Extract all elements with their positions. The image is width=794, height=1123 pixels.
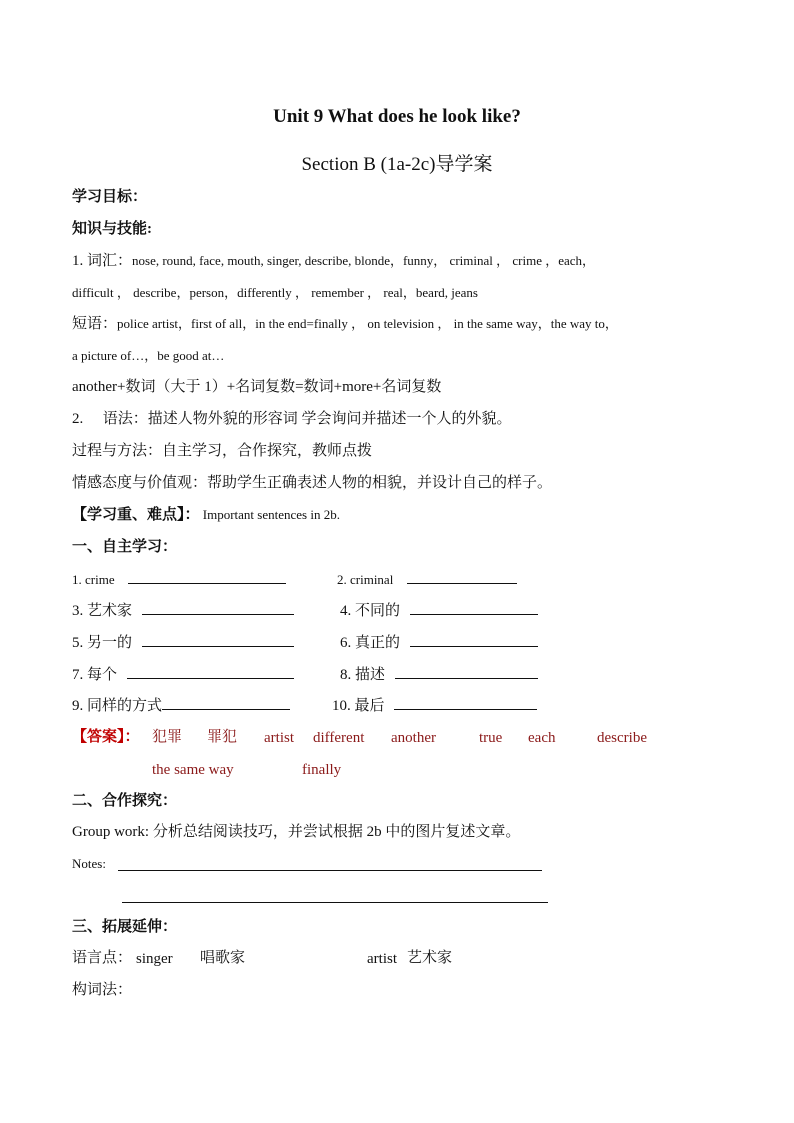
page-title: Unit 9 What does he look like? bbox=[273, 106, 521, 127]
language-point-line bbox=[72, 948, 132, 968]
answer-blank[interactable] bbox=[142, 632, 294, 647]
answer-3: artist bbox=[264, 730, 294, 746]
item-label: 5. 另一的 bbox=[72, 635, 133, 651]
answer-5: another bbox=[391, 730, 436, 746]
item-label: 8. 描述 bbox=[340, 667, 386, 683]
vocab-label: 词汇： bbox=[87, 253, 133, 269]
word-artist: artist bbox=[367, 951, 397, 967]
vocab-item-7 bbox=[72, 664, 294, 685]
key-points-text: Important sentences in 2b. bbox=[199, 507, 340, 522]
answer-blank[interactable] bbox=[410, 600, 538, 615]
vocab-item-10 bbox=[332, 695, 537, 716]
answer-blank[interactable] bbox=[394, 695, 537, 710]
answer-label: 【答案】： bbox=[72, 729, 140, 745]
vocab-item-8 bbox=[340, 664, 538, 685]
vocab-line-2: difficult ， describe，person，differently ， remember ， real，beard, jeans bbox=[72, 285, 478, 300]
vocab-words-1: nose, round, face, mouth, singer, describe, blonde，funny， criminal ， crime ，each， bbox=[132, 253, 596, 268]
vocab-item-3 bbox=[72, 600, 294, 621]
grammar-number: 2. bbox=[72, 411, 84, 427]
extension-heading: 三、拓展延伸： bbox=[72, 919, 178, 935]
grammar-text: 语法：描述人物外貌的形容词 学会询问并描述一个人的外貌。 bbox=[102, 411, 512, 427]
answer-4: different bbox=[313, 730, 365, 746]
answer-blank[interactable] bbox=[142, 600, 294, 615]
vocab-line-1 bbox=[72, 251, 595, 271]
phrases-label: 短语： bbox=[72, 316, 118, 332]
word-singer-meaning: 唱歌家 bbox=[200, 950, 246, 966]
grammar-line bbox=[72, 409, 512, 429]
answers-row-1 bbox=[72, 727, 140, 747]
item-label: 3. 艺术家 bbox=[72, 603, 133, 619]
cooperation-heading: 二、合作探究： bbox=[72, 793, 178, 809]
word-artist-meaning: 艺术家 bbox=[407, 950, 453, 966]
word-singer: singer bbox=[136, 951, 173, 967]
answer-9: the same way bbox=[152, 762, 234, 778]
vocab-item-9 bbox=[72, 695, 290, 716]
phrases-line-2: a picture of…，be good at… bbox=[72, 348, 225, 363]
knowledge-heading: 知识与技能: bbox=[72, 221, 152, 237]
page-subtitle: Section B (1a-2c)导学案 bbox=[301, 154, 493, 175]
answer-blank[interactable] bbox=[407, 569, 517, 584]
notes-line-2[interactable] bbox=[122, 901, 548, 903]
phrases-text-1: police artist，first of all，in the end=finally ， on television ， in the same way，the way to， bbox=[117, 316, 618, 331]
answer-1: 犯罪 bbox=[152, 729, 183, 745]
emotion-values: 情感态度与价值观：帮助学生正确表述人物的相貌，并设计自己的样子。 bbox=[72, 475, 553, 491]
answer-8: describe bbox=[597, 730, 647, 746]
answer-blank[interactable] bbox=[127, 664, 294, 679]
answer-blank[interactable] bbox=[128, 569, 286, 584]
another-rule: another+数词（大于 1）+名词复数=数词+more+名词复数 bbox=[72, 379, 442, 395]
objectives-heading: 学习目标： bbox=[72, 189, 148, 205]
key-points-label: 【学习重、难点】： bbox=[72, 507, 200, 523]
item-label: 10. 最后 bbox=[332, 698, 385, 714]
word-formation-label: 构词法： bbox=[72, 982, 133, 998]
phrases-line-1 bbox=[72, 314, 618, 334]
vocab-item-1 bbox=[72, 569, 286, 590]
group-work-text: Group work: 分析总结阅读技巧，并尝试根据 2b 中的图片复述文章。 bbox=[72, 824, 521, 840]
process-method: 过程与方法：自主学习，合作探究，教师点拨 bbox=[72, 443, 373, 459]
item-label: 1. crime bbox=[72, 572, 115, 587]
vocab-item-4 bbox=[340, 600, 538, 621]
answer-7: each bbox=[528, 730, 556, 746]
answer-10: finally bbox=[302, 762, 342, 778]
vocab-number: 1. bbox=[72, 253, 84, 269]
item-label: 2. criminal bbox=[337, 572, 394, 587]
vocab-item-5 bbox=[72, 632, 294, 653]
answer-blank[interactable] bbox=[162, 695, 290, 710]
language-point-label: 语言点： bbox=[72, 950, 133, 966]
answer-blank[interactable] bbox=[395, 664, 538, 679]
key-points-line bbox=[72, 505, 340, 525]
vocab-item-6 bbox=[340, 632, 538, 653]
item-label: 9. 同样的方式 bbox=[72, 698, 163, 714]
item-label: 7. 每个 bbox=[72, 667, 118, 683]
item-label: 4. 不同的 bbox=[340, 603, 401, 619]
answer-blank[interactable] bbox=[410, 632, 538, 647]
answer-6: true bbox=[479, 730, 503, 746]
notes-label: Notes: bbox=[72, 856, 106, 871]
vocab-item-2 bbox=[337, 569, 517, 590]
notes-line-1[interactable] bbox=[118, 869, 542, 871]
answer-2: 罪犯 bbox=[207, 729, 238, 745]
self-study-heading: 一、自主学习： bbox=[72, 539, 178, 555]
item-label: 6. 真正的 bbox=[340, 635, 401, 651]
